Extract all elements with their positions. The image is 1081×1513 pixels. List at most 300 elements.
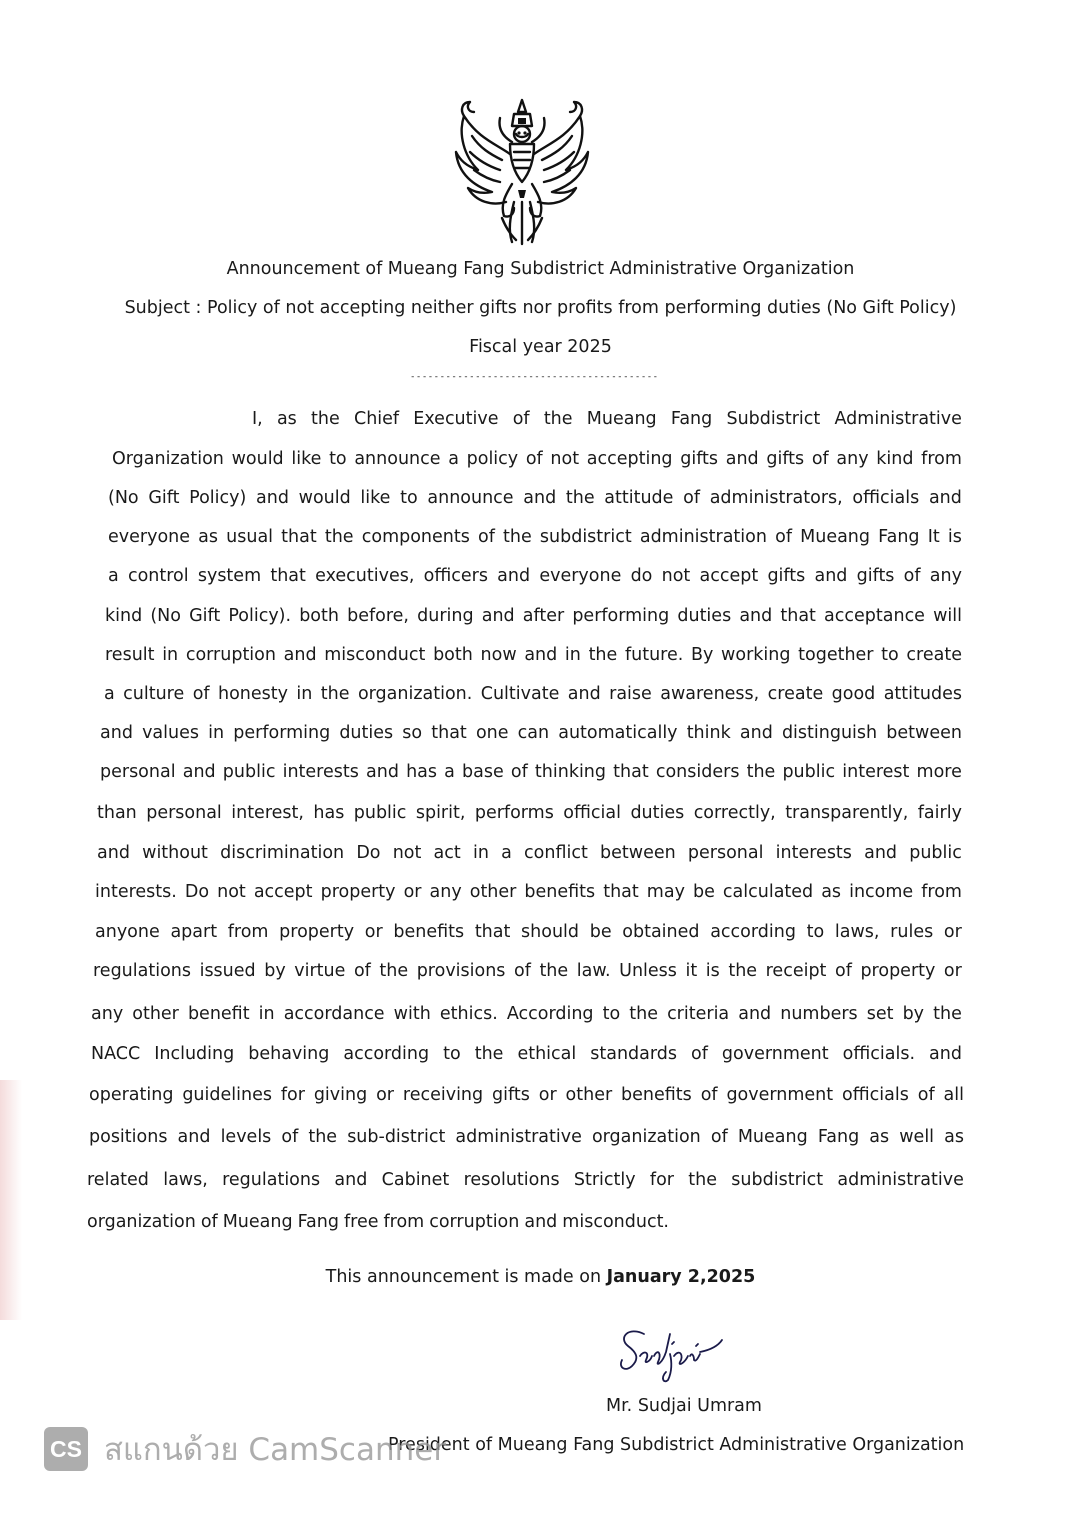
body-word: corruption <box>429 1212 520 1232</box>
body-word: Unless <box>619 961 677 981</box>
body-word: and <box>182 762 216 782</box>
body-word: obtained <box>622 922 700 942</box>
body-word: organization <box>591 1127 701 1147</box>
body-word: regulations <box>93 961 192 981</box>
body-word: to <box>443 1044 461 1064</box>
body-word: property <box>320 882 396 902</box>
body-word: components <box>361 527 470 547</box>
body-word: as <box>944 1127 964 1147</box>
body-word: and <box>739 606 773 626</box>
body-word: any <box>836 449 869 469</box>
body-word: a <box>104 684 115 704</box>
body-word: Fang <box>297 1212 339 1232</box>
body-word: gifts <box>492 1085 530 1105</box>
body-word: ethical <box>517 1044 577 1064</box>
body-word: Fang <box>878 527 920 547</box>
body-word: working <box>721 645 791 665</box>
body-word: income <box>849 882 914 902</box>
body-word: spirit, <box>415 803 466 823</box>
body-word: other <box>565 1085 613 1105</box>
body-word: any <box>91 1004 124 1024</box>
body-word: from <box>227 922 269 942</box>
body-line <box>89 1083 964 1107</box>
body-word: accepting <box>586 449 673 469</box>
body-word: of <box>281 1127 299 1147</box>
body-word: and <box>725 449 759 469</box>
body-word: the <box>320 684 350 704</box>
body-word: of <box>512 409 530 429</box>
body-word: as <box>276 409 297 429</box>
body-word: gifts <box>856 566 895 586</box>
body-word: like <box>360 488 391 508</box>
body-word: after <box>522 606 565 626</box>
body-word: Fang <box>817 1127 860 1147</box>
body-word: of <box>525 449 543 469</box>
body-word: from <box>921 449 962 469</box>
body-word: subdistrict <box>731 1170 824 1190</box>
body-word: Policy) <box>189 488 247 508</box>
announcement-date: January 2,2025 <box>606 1267 756 1287</box>
body-word: and <box>928 488 962 508</box>
body-word: duties <box>339 723 394 743</box>
body-word: of <box>691 1044 708 1064</box>
body-word: as <box>198 527 218 547</box>
body-word: honesty <box>217 684 288 704</box>
body-word: the <box>379 961 409 981</box>
body-word: resolutions <box>463 1170 560 1190</box>
body-word: base <box>462 762 504 782</box>
body-word: positions <box>89 1127 168 1147</box>
body-word: Mueang <box>800 527 871 547</box>
body-word: Fang <box>670 409 713 429</box>
body-word: fairly <box>917 803 962 823</box>
body-word: the <box>503 527 532 547</box>
body-word: considers <box>655 762 740 782</box>
body-word: Cultivate <box>480 684 560 704</box>
body-word: administration <box>639 527 767 547</box>
body-word: levels <box>220 1127 272 1147</box>
body-word: between <box>886 723 962 743</box>
body-line <box>87 1210 962 1234</box>
body-line <box>105 643 962 667</box>
body-line <box>97 841 962 865</box>
body-word: that <box>270 566 306 586</box>
body-word: performing <box>572 606 670 626</box>
body-word: Mueang <box>222 1212 293 1232</box>
body-word: apart <box>170 922 218 942</box>
body-word: administrative <box>837 1170 964 1190</box>
body-word: of <box>700 1085 718 1105</box>
body-word: benefits <box>524 882 596 902</box>
body-word: future. <box>624 645 684 665</box>
body-word: can <box>517 723 550 743</box>
body-word: to <box>400 488 418 508</box>
body-word: administrative <box>455 1127 582 1147</box>
body-word: and <box>334 1170 368 1190</box>
body-word: and <box>283 645 317 665</box>
body-word: other <box>469 882 517 902</box>
body-word: ethics. <box>439 1004 498 1024</box>
body-word: of <box>514 961 531 981</box>
body-word: before, <box>347 606 409 626</box>
body-word: any <box>429 882 462 902</box>
body-word: personal <box>100 762 176 782</box>
body-word: NACC <box>91 1044 141 1064</box>
body-word: in <box>472 843 489 863</box>
body-word: without <box>142 843 208 863</box>
body-word: act <box>433 843 461 863</box>
body-word: Strictly <box>573 1170 636 1190</box>
body-word: than <box>97 803 137 823</box>
body-word: officials. <box>842 1044 916 1064</box>
body-word: government <box>726 1085 834 1105</box>
body-word: that <box>780 606 816 626</box>
body-word: Gift <box>189 606 221 626</box>
body-word: related <box>87 1170 149 1190</box>
body-word: misconduct. <box>562 1212 669 1232</box>
body-word: that <box>281 527 317 547</box>
body-word: Executive <box>413 409 499 429</box>
body-word: so <box>402 723 423 743</box>
body-word: in <box>296 684 313 704</box>
body-word: accept <box>699 566 759 586</box>
body-word: to <box>881 645 899 665</box>
body-line <box>105 604 962 628</box>
body-word: provisions <box>416 961 506 981</box>
signer-title: President of Mueang Fang Subdistrict Administrative Organization <box>388 1435 965 1455</box>
body-word: the <box>543 409 573 429</box>
announcement-subject: Subject : Policy of not accepting neither gifts nor profits from performing duties (No Gift Policy) <box>124 298 957 318</box>
camscanner-logo-icon: CS <box>44 1427 88 1471</box>
body-word: for <box>280 1085 305 1105</box>
body-word: public <box>353 803 407 823</box>
signature-image <box>614 1322 726 1384</box>
body-word: raise <box>609 684 652 704</box>
body-word: gifts <box>767 566 806 586</box>
body-word: to <box>806 922 825 942</box>
body-word: is <box>705 961 720 981</box>
body-word: official <box>563 803 621 823</box>
body-word: during <box>417 606 474 626</box>
body-word: Administrative <box>834 409 962 429</box>
body-word: administrators, <box>709 488 843 508</box>
body-word: and <box>523 488 557 508</box>
body-word: or <box>538 1085 557 1105</box>
body-word: has <box>406 762 438 782</box>
body-word: the <box>588 645 618 665</box>
body-word: may <box>646 882 685 902</box>
body-word: announce <box>427 488 514 508</box>
body-word: thinking <box>534 762 607 782</box>
announcement-title: Announcement of Mueang Fang Subdistrict Administrative Organization <box>226 259 855 279</box>
body-word: criteria <box>667 1004 730 1024</box>
body-word: a <box>108 566 119 586</box>
body-word: Mueang <box>586 409 657 429</box>
body-word: and <box>864 843 898 863</box>
body-word: of <box>811 449 829 469</box>
body-word: or <box>364 922 383 942</box>
body-word: Do <box>356 843 381 863</box>
body-word: of <box>200 1212 218 1232</box>
body-word: personal <box>146 803 222 823</box>
body-word: that <box>613 762 649 782</box>
body-word: both <box>433 645 473 665</box>
body-word: laws, <box>834 922 880 942</box>
body-word: from <box>921 882 962 902</box>
body-word: and <box>497 566 531 586</box>
body-word: gifts <box>680 449 719 469</box>
body-word: values <box>142 723 199 743</box>
body-word: (No <box>150 606 181 626</box>
body-word: and <box>177 1127 211 1147</box>
body-word: is <box>947 527 962 547</box>
body-word: anyone <box>95 922 160 942</box>
body-word: benefits <box>393 922 465 942</box>
body-line <box>97 801 962 825</box>
body-word: would <box>298 488 351 508</box>
body-word: free <box>343 1212 379 1232</box>
body-line <box>252 407 962 431</box>
body-word: law. <box>576 961 611 981</box>
body-word: to <box>329 449 347 469</box>
body-word: or <box>943 961 962 981</box>
body-word: between <box>600 843 676 863</box>
body-word: property <box>279 922 355 942</box>
body-word: of <box>192 684 210 704</box>
body-word: interest, <box>231 803 304 823</box>
camscanner-watermark-text: สแกนด้วย CamScanner <box>104 1432 447 1468</box>
body-word: of <box>683 488 700 508</box>
body-word: any <box>929 566 962 586</box>
body-word: the <box>308 1127 338 1147</box>
body-word: should <box>521 922 580 942</box>
body-word: rules <box>890 922 934 942</box>
body-word: the <box>474 1044 504 1064</box>
body-line <box>108 525 962 549</box>
body-word: Do <box>184 882 210 902</box>
body-word: set <box>866 1004 894 1024</box>
body-word: conflict <box>524 843 588 863</box>
body-word: or <box>943 922 962 942</box>
body-word: awareness, <box>660 684 760 704</box>
body-word: and <box>739 723 773 743</box>
body-word: by <box>264 961 286 981</box>
body-word: everyone <box>539 566 622 586</box>
body-word: public <box>222 762 276 782</box>
body-word: it <box>685 961 698 981</box>
body-line <box>95 920 962 944</box>
body-word: according <box>710 922 796 942</box>
body-word: and <box>100 723 133 743</box>
body-word: well <box>899 1127 935 1147</box>
body-word: to <box>602 1004 621 1024</box>
body-word: behaving <box>248 1044 330 1064</box>
body-word: officials <box>842 1085 909 1105</box>
body-word: Including <box>154 1044 235 1064</box>
body-word: organization. <box>357 684 473 704</box>
body-word: usual <box>226 527 274 547</box>
body-line <box>93 959 962 983</box>
body-word: as <box>869 1127 890 1147</box>
body-word: system <box>197 566 262 586</box>
body-line <box>87 1168 964 1192</box>
body-word: attitude <box>604 488 674 508</box>
body-word: culture <box>123 684 185 704</box>
body-word: the <box>688 1170 717 1190</box>
body-word: create <box>767 684 824 704</box>
body-word: and <box>481 606 515 626</box>
body-word: interests <box>775 843 852 863</box>
body-word: not <box>661 566 691 586</box>
body-line <box>89 1125 964 1149</box>
body-word: not <box>392 843 422 863</box>
body-word: operating <box>89 1085 174 1105</box>
body-word: do <box>630 566 653 586</box>
body-word: Subdistrict <box>726 409 821 429</box>
body-word: control <box>127 566 189 586</box>
body-word: think <box>686 723 731 743</box>
body-word: and <box>97 843 130 863</box>
body-line <box>104 682 962 706</box>
body-word: executives, <box>315 566 415 586</box>
body-line <box>91 1042 962 1066</box>
body-word: and <box>567 684 601 704</box>
body-word: misconduct <box>324 645 426 665</box>
body-word: a <box>444 762 455 782</box>
body-word: performing <box>233 723 331 743</box>
body-word: standards <box>590 1044 678 1064</box>
body-word: of <box>835 961 852 981</box>
body-word: will <box>933 606 962 626</box>
body-word: that <box>474 922 511 942</box>
body-word: of <box>917 1085 935 1105</box>
body-word: the <box>728 961 758 981</box>
body-word: in <box>258 1004 275 1024</box>
body-word: from <box>383 1212 425 1232</box>
body-word: more <box>916 762 962 782</box>
body-word: benefit <box>187 1004 250 1024</box>
announcement-date-line <box>0 1265 1081 1289</box>
signer-name: Mr. Sudjai Umram <box>606 1396 762 1416</box>
body-word: not <box>217 882 246 902</box>
body-word: a <box>501 843 512 863</box>
body-word: corruption <box>185 645 276 665</box>
body-word: and <box>256 488 289 508</box>
body-word: would <box>231 449 284 469</box>
body-word: together <box>798 645 874 665</box>
body-word: a <box>448 449 459 469</box>
body-word: not <box>550 449 580 469</box>
body-word: subdistrict <box>539 527 632 547</box>
body-word: both <box>299 606 339 626</box>
body-word: the <box>746 762 776 782</box>
body-word: in <box>564 645 581 665</box>
body-word: receiving <box>402 1085 484 1105</box>
body-word: property <box>860 961 936 981</box>
body-word: result <box>105 645 155 665</box>
body-word: officers <box>423 566 488 586</box>
body-word: interest <box>842 762 910 782</box>
body-word: everyone <box>108 527 191 547</box>
body-word: good <box>831 684 876 704</box>
body-word: Gift <box>148 488 180 508</box>
body-line <box>95 880 962 904</box>
body-word: Policy). <box>228 606 292 626</box>
body-word: interests <box>282 762 359 782</box>
body-word: interests. <box>95 882 177 902</box>
body-word: of <box>478 527 495 547</box>
body-word: guidelines <box>182 1085 272 1105</box>
body-word: officials <box>852 488 920 508</box>
body-word: the <box>539 961 569 981</box>
made-on-text: This announcement is made on <box>325 1267 607 1287</box>
body-word: benefits <box>621 1085 692 1105</box>
body-line <box>100 760 962 784</box>
body-word: the <box>565 488 595 508</box>
body-line <box>100 721 962 745</box>
body-word: Chief <box>353 409 400 429</box>
body-line <box>108 564 962 588</box>
body-word: like <box>291 449 322 469</box>
body-word: discrimination <box>220 843 345 863</box>
body-word: has <box>313 803 345 823</box>
body-word: government <box>721 1044 829 1064</box>
body-word: the <box>324 527 354 547</box>
body-word: public <box>782 762 836 782</box>
body-word: the <box>311 409 340 429</box>
body-word: issued <box>199 961 256 981</box>
body-word: of <box>710 1127 728 1147</box>
fiscal-year: Fiscal year 2025 <box>469 337 612 357</box>
body-word: kind <box>105 606 143 626</box>
body-word: as <box>821 882 842 902</box>
body-word: and <box>524 645 558 665</box>
body-word: that <box>431 723 467 743</box>
body-word: It <box>927 527 940 547</box>
body-word: According <box>506 1004 594 1024</box>
body-word: that <box>603 882 639 902</box>
body-word: in <box>162 645 179 665</box>
body-word: and <box>929 1044 962 1064</box>
body-word: be <box>692 882 715 902</box>
body-word: the <box>629 1004 658 1024</box>
body-word: correctly, <box>693 803 776 823</box>
body-word: By <box>691 645 714 665</box>
body-word: of <box>903 566 921 586</box>
body-word: calculated <box>722 882 814 902</box>
body-word: now <box>480 645 517 665</box>
body-word: receipt <box>765 961 827 981</box>
body-word: and <box>524 1212 558 1232</box>
body-word: numbers <box>780 1004 858 1024</box>
body-word: organization <box>87 1212 196 1232</box>
body-word: kind <box>876 449 914 469</box>
body-word: the <box>933 1004 962 1024</box>
body-word: automatically <box>558 723 678 743</box>
body-line <box>91 1002 962 1026</box>
body-word: giving <box>313 1085 368 1105</box>
body-word: or <box>403 882 422 902</box>
body-word: policy <box>466 449 519 469</box>
header-divider: ------------------------------------------ <box>410 372 659 382</box>
body-word: with <box>393 1004 431 1024</box>
body-word: transparently, <box>785 803 909 823</box>
body-word: announce <box>354 449 441 469</box>
body-word: and <box>366 762 399 782</box>
body-word: accept <box>253 882 313 902</box>
body-word: public <box>909 843 962 863</box>
body-word: virtue <box>294 961 346 981</box>
